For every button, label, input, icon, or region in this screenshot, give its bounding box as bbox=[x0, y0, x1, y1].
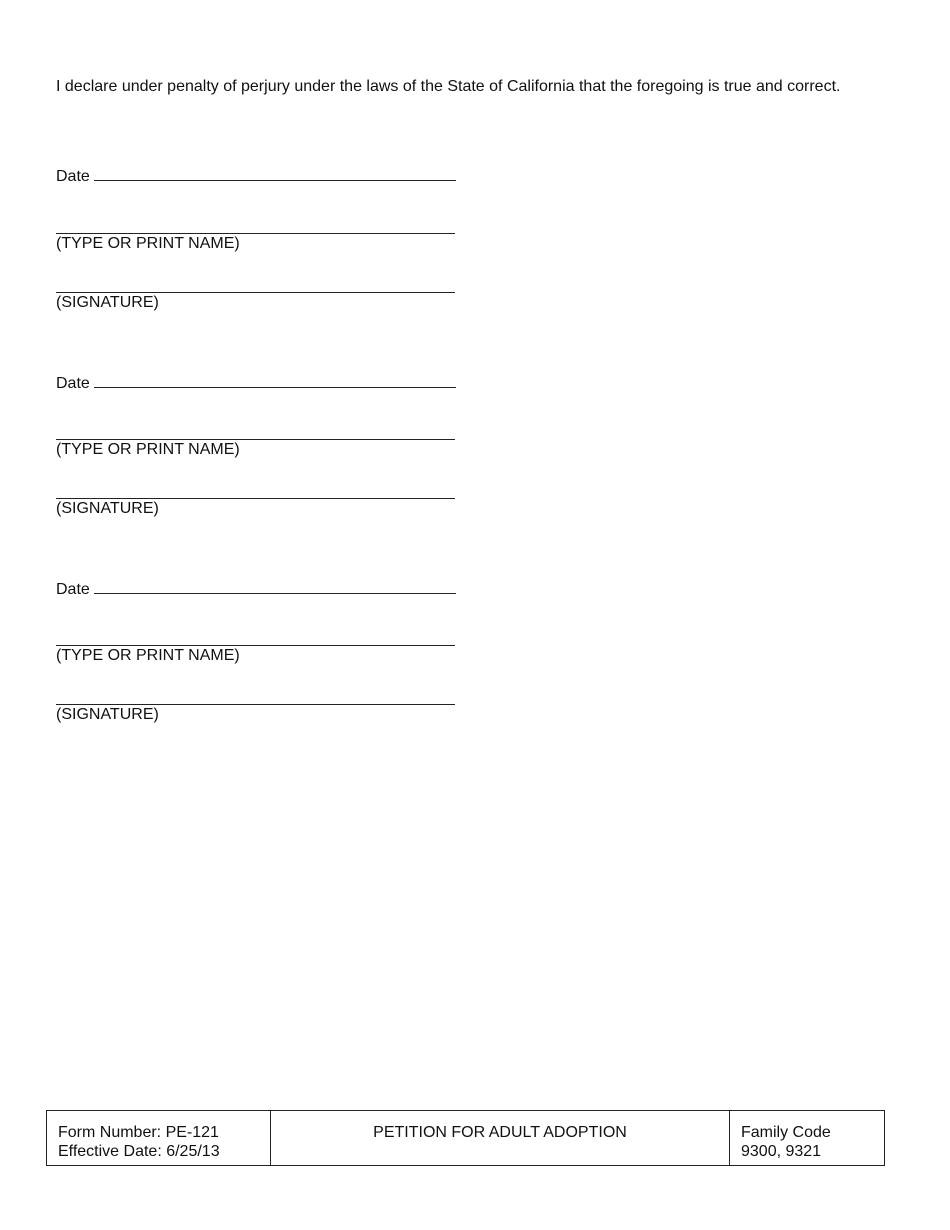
form-info-cell bbox=[47, 1111, 271, 1165]
name-caption: (TYPE OR PRINT NAME) bbox=[56, 647, 240, 664]
code-cell bbox=[730, 1111, 884, 1165]
name-field-line[interactable] bbox=[56, 233, 455, 234]
name-caption: (TYPE OR PRINT NAME) bbox=[56, 235, 240, 252]
date-label: Date bbox=[56, 375, 90, 392]
signature-field-line[interactable] bbox=[56, 498, 455, 499]
date-label: Date bbox=[56, 581, 90, 598]
name-caption: (TYPE OR PRINT NAME) bbox=[56, 441, 240, 458]
signature-caption: (SIGNATURE) bbox=[56, 706, 159, 723]
signature-field-line[interactable] bbox=[56, 292, 455, 293]
code-sections: 9300, 9321 bbox=[741, 1143, 822, 1160]
date-label: Date bbox=[56, 168, 90, 185]
name-field-line[interactable] bbox=[56, 645, 455, 646]
code-label: Family Code bbox=[741, 1124, 831, 1141]
form-footer bbox=[46, 1110, 885, 1166]
date-row-3 bbox=[56, 579, 456, 599]
signature-field-line[interactable] bbox=[56, 704, 455, 705]
signature-caption: (SIGNATURE) bbox=[56, 500, 159, 517]
date-field-line[interactable] bbox=[94, 579, 456, 594]
declaration-text: I declare under penalty of perjury under the laws of the State of California that the foregoing is true and correct. bbox=[56, 78, 841, 95]
date-row-2 bbox=[56, 373, 456, 393]
date-row-1 bbox=[56, 166, 456, 186]
form-title-cell bbox=[271, 1111, 730, 1165]
effective-date: Effective Date: 6/25/13 bbox=[58, 1143, 220, 1160]
form-number: Form Number: PE-121 bbox=[58, 1124, 219, 1141]
signature-caption: (SIGNATURE) bbox=[56, 294, 159, 311]
form-title: PETITION FOR ADULT ADOPTION bbox=[373, 1124, 627, 1141]
date-field-line[interactable] bbox=[94, 373, 456, 388]
date-field-line[interactable] bbox=[94, 166, 456, 181]
name-field-line[interactable] bbox=[56, 439, 455, 440]
